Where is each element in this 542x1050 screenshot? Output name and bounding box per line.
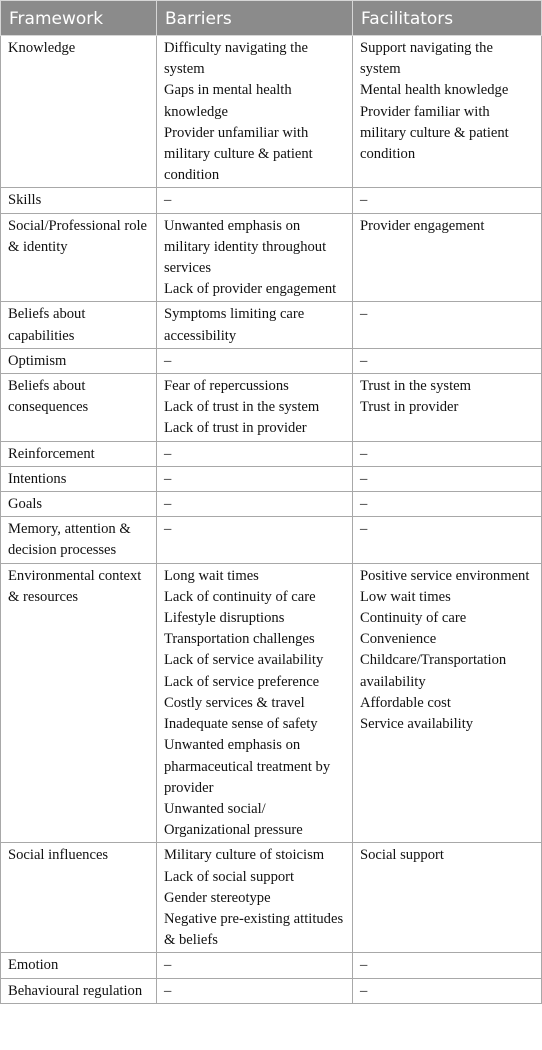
framework-cell: Skills [1, 188, 157, 213]
facilitator-item: Convenience [360, 631, 437, 648]
barrier-item: Lack of trust in provider [164, 420, 307, 437]
barriers-cell [157, 188, 353, 213]
framework-cell: Beliefs about consequences [1, 374, 157, 442]
barrier-item: Lack of continuity of care [164, 588, 316, 605]
facilitators-cell [353, 843, 542, 953]
table-row [1, 517, 542, 563]
barriers-cell [157, 302, 353, 348]
framework-cell: Social/Professional role & identity [1, 213, 157, 302]
framework-cell: Emotion [1, 953, 157, 978]
barrier-item: Symptoms limiting care accessibility [164, 306, 305, 344]
facilitator-item: – [360, 982, 368, 999]
facilitator-item: Continuity of care [360, 610, 467, 627]
facilitator-item: Mental health knowledge [360, 82, 509, 99]
barrier-item: Lack of social support [164, 868, 295, 885]
header-barriers: Barriers [157, 1, 353, 36]
table-row [1, 466, 542, 491]
framework-cell: Memory, attention & decision processes [1, 517, 157, 563]
barrier-item: Long wait times [164, 567, 259, 584]
facilitators-cell [353, 213, 542, 302]
barrier-item: – [164, 470, 172, 487]
facilitators-cell [353, 953, 542, 978]
barriers-cell [157, 374, 353, 442]
facilitator-item: Trust in provider [360, 399, 459, 416]
facilitator-item: – [360, 306, 368, 323]
barriers-cell [157, 978, 353, 1003]
barrier-item: Inadequate sense of safety [164, 716, 318, 733]
facilitator-item: Low wait times [360, 588, 451, 605]
table-row [1, 374, 542, 442]
framework-cell: Beliefs about capabilities [1, 302, 157, 348]
table-row [1, 492, 542, 517]
facilitators-cell [353, 563, 542, 843]
table-row [1, 953, 542, 978]
barrier-item: Negative pre-existing attitudes & beliefs [164, 910, 344, 949]
facilitator-item: – [360, 192, 368, 209]
barrier-item: Lack of service preference [164, 673, 320, 690]
barrier-item: Gender stereotype [164, 889, 271, 906]
facilitators-cell [353, 466, 542, 491]
barrier-item: Lack of provider engagement [164, 281, 337, 298]
barriers-cell [157, 36, 353, 188]
barrier-item: Fear of repercussions [164, 378, 289, 395]
facilitator-item: – [360, 496, 368, 513]
facilitator-item: Childcare/Transportation availability [360, 652, 507, 690]
barrier-item: Military culture of stoicism [164, 847, 325, 864]
barrier-item: – [164, 352, 172, 369]
barrier-item: Transportation challenges [164, 631, 315, 648]
facilitators-cell [353, 441, 542, 466]
header-framework: Framework [1, 1, 157, 36]
barrier-item: – [164, 957, 172, 974]
facilitators-cell [353, 188, 542, 213]
barrier-item: – [164, 982, 172, 999]
framework-cell: Knowledge [1, 36, 157, 188]
framework-cell: Behavioural regulation [1, 978, 157, 1003]
facilitators-cell [353, 517, 542, 563]
barrier-item: – [164, 496, 172, 513]
barrier-item: Difficulty navigating the system [164, 40, 309, 78]
barrier-item: Unwanted emphasis on pharmaceutical treatment by provider [164, 737, 331, 796]
barrier-item: Unwanted emphasis on military identity throughout services [164, 217, 327, 277]
barriers-cell [157, 441, 353, 466]
header-facilitators: Facilitators [353, 1, 542, 36]
framework-cell: Environmental context & resources [1, 563, 157, 843]
barrier-item: Lack of trust in the system [164, 399, 320, 416]
table-row [1, 302, 542, 348]
framework-cell: Goals [1, 492, 157, 517]
table-row [1, 441, 542, 466]
facilitator-item: – [360, 521, 368, 538]
facilitator-item: – [360, 470, 368, 487]
facilitator-item: Provider engagement [360, 217, 485, 234]
framework-cell: Social influences [1, 843, 157, 953]
facilitator-item: – [360, 352, 368, 369]
barriers-cell [157, 466, 353, 491]
barriers-cell [157, 517, 353, 563]
barrier-item: – [164, 445, 172, 462]
barriers-cell [157, 563, 353, 843]
framework-cell: Intentions [1, 466, 157, 491]
facilitators-cell [353, 348, 542, 373]
table-row [1, 563, 542, 843]
table-row [1, 978, 542, 1003]
barrier-item: – [164, 521, 172, 538]
table-row [1, 213, 542, 302]
facilitator-item: Trust in the system [360, 378, 471, 395]
barrier-item: Provider unfamiliar with military culture & patient condition [164, 124, 313, 184]
barriers-cell [157, 213, 353, 302]
barrier-item: Costly services & travel [164, 694, 305, 711]
barrier-item: – [164, 192, 172, 209]
facilitators-cell [353, 492, 542, 517]
facilitator-item: – [360, 445, 368, 462]
facilitator-item: Affordable cost [360, 694, 451, 711]
facilitators-cell [353, 302, 542, 348]
framework-cell: Reinforcement [1, 441, 157, 466]
barrier-item: Lack of service availability [164, 652, 324, 669]
barriers-cell [157, 843, 353, 953]
table-row [1, 843, 542, 953]
barriers-cell [157, 953, 353, 978]
facilitators-cell [353, 36, 542, 188]
facilitator-item: – [360, 957, 368, 974]
header-row [1, 1, 542, 36]
facilitators-cell [353, 978, 542, 1003]
barriers-cell [157, 492, 353, 517]
barriers-cell [157, 348, 353, 373]
barrier-item: Lifestyle disruptions [164, 610, 285, 627]
table-body [1, 36, 542, 1004]
barrier-item: Gaps in mental health knowledge [164, 82, 292, 120]
facilitator-item: Social support [360, 847, 444, 864]
facilitator-item: Positive service environment [360, 567, 530, 584]
barrier-item: Unwanted social/ Organizational pressure [164, 800, 303, 839]
table-row [1, 188, 542, 213]
table-row [1, 348, 542, 373]
table-row [1, 36, 542, 188]
facilitator-item: Service availability [360, 716, 474, 733]
facilitators-cell [353, 374, 542, 442]
framework-cell: Optimism [1, 348, 157, 373]
facilitator-item: Provider familiar with military culture & patient condition [360, 103, 509, 163]
facilitator-item: Support navigating the system [360, 40, 493, 78]
